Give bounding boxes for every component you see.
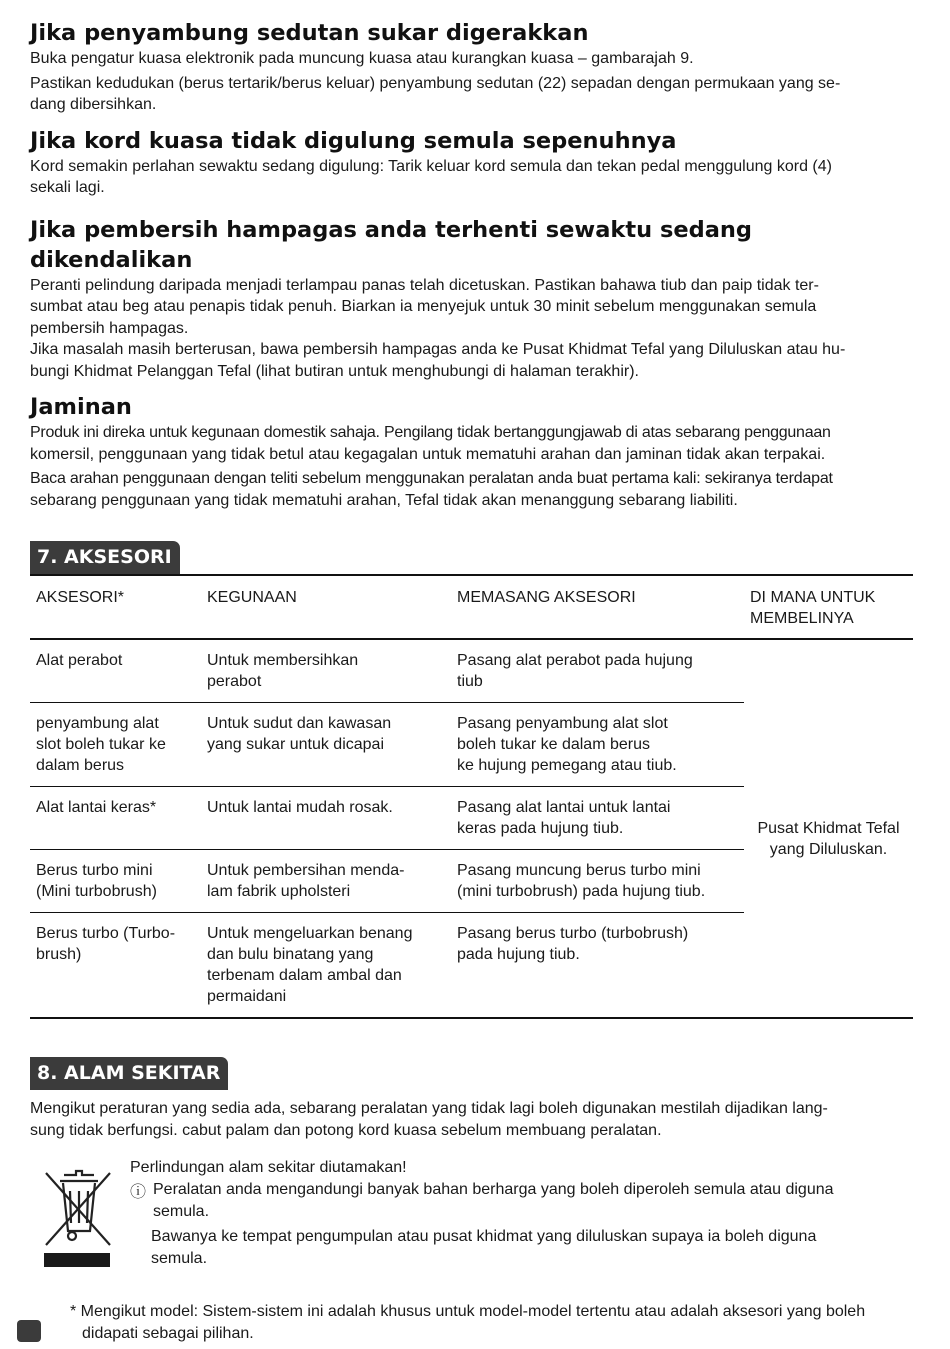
section-badge: 8. ALAM SEKITAR — [30, 1057, 228, 1090]
table-cell: Untuk lantai mudah rosak. — [207, 799, 393, 816]
paragraph-line: Bawanya ke tempat pengumpulan atau pusat khidmat yang diluluskan supaya ia boleh diguna — [151, 1228, 817, 1245]
table-cell: Untuk sudut dan kawasan yang sukar untuk dicapai — [207, 715, 392, 753]
table-cell: Pasang penyambung alat slot boleh tukar ke dalam berus ke hujung pemegang atau tiub. — [457, 715, 677, 774]
environment-notice — [30, 1157, 920, 1270]
column-header: DI MANA UNTUK MEMBELINYA — [750, 589, 876, 627]
paragraph-line: Peranti pelindung daripada menjadi terlampau panas telah dicetuskan. Pastikan bahawa tiub dan paip tidak ter- — [30, 276, 819, 294]
paragraph-line: sekali lagi. — [30, 179, 105, 196]
environment-text — [130, 1157, 834, 1270]
section-title: Jika pembersih hampagas anda terhenti sewaktu sedang dikendalikan — [30, 216, 753, 273]
paragraph-line: Mengikut peraturan yang sedia ada, sebarang peralatan yang tidak lagi boleh digunakan mestilah dijadikan lang- — [30, 1100, 828, 1117]
paragraph-line: semula. — [151, 1250, 208, 1267]
paragraph-line: komersil, penggunaan yang tidak betul atau kegagalan untuk mematuhi arahan dan jaminan tidak akan terpakai. — [30, 445, 826, 463]
section-accessories — [30, 541, 920, 1019]
table-cell: Pasang alat perabot pada hujung tiub — [457, 652, 693, 690]
paragraph-line: Pastikan kedudukan (berus tertarik/berus keluar) penyambung sedutan (22) sepadan dengan permukaan yang se- — [30, 74, 841, 92]
table-cell: Pasang berus turbo (turbobrush) pada hujung tiub. — [457, 925, 689, 963]
crossed-out-wheelie-bin-icon — [30, 1157, 130, 1270]
paragraph-line: Peralatan anda mengandungi banyak bahan berharga yang boleh diperoleh semula atau diguna — [153, 1181, 834, 1198]
section-badge: 7. AKSESORI — [30, 541, 180, 574]
section-title: Jika kord kuasa tidak digulung semula sepenuhnya — [30, 127, 677, 154]
section-cord-connector — [30, 18, 920, 116]
section-vacuum-stops — [30, 215, 920, 383]
paragraph-line: semula. — [153, 1203, 210, 1220]
paragraph: Buka pengatur kuasa elektronik pada muncung kuasa atau kurangkan kuasa – gambarajah 9. — [30, 50, 694, 67]
table-cell: Untuk membersihkan perabot — [207, 652, 359, 690]
section-title: Jaminan — [30, 394, 132, 420]
table-cell: Untuk mengeluarkan benang dan bulu binatang yang terbenam dalam ambal dan permaidani — [207, 925, 413, 1005]
table-cell: Alat lantai keras* — [36, 799, 157, 816]
where-to-buy-cell: Pusat Khidmat Tefal yang Diluluskan. — [744, 639, 913, 1018]
paragraph-line: Baca arahan penggunaan dengan teliti sebelum menggunakan peralatan anda buat pertama kali: sekiranya terdapat — [30, 470, 833, 487]
column-header: MEMASANG AKSESORI — [457, 589, 636, 606]
table-header-row — [30, 575, 913, 639]
paragraph-line: sung tidak berfungsi. cabut palam dan potong kord kuasa sebelum membuang peralatan. — [30, 1121, 662, 1139]
section-title: Jika penyambung sedutan sukar digerakkan — [30, 20, 589, 46]
section-cord-rewind — [30, 126, 920, 199]
page-content — [30, 18, 920, 1270]
paragraph-line: sumbat atau beg atau penapis tidak penuh. Biarkan ia menyejuk untuk 30 minit sebelum menggunakan semula — [30, 298, 817, 315]
paragraph-line: Produk ini direka untuk kegunaan domestik sahaja. Pengilang tidak bertanggungjawab di atas sebarang penggunaan — [30, 424, 831, 441]
accessories-table — [30, 574, 913, 1019]
info-icon: ⓘ — [130, 1184, 147, 1201]
column-header: AKSESORI* — [36, 589, 125, 606]
table-cell: Berus turbo (Turbo- brush) — [36, 925, 176, 963]
footnote-line: * Mengikut model: Sistem-sistem ini adalah khusus untuk model-model tertentu atau adalah aksesori yang boleh — [70, 1303, 866, 1320]
paragraph-line: bungi Khidmat Pelanggan Tefal (lihat butiran untuk menghubungi di halaman terakhir). — [30, 362, 639, 380]
table-cell: Pasang muncung berus turbo mini (mini turbobrush) pada hujung tiub. — [457, 862, 706, 900]
table-row — [30, 639, 913, 703]
footnote-line: didapati sebagai pilihan. — [82, 1324, 254, 1342]
info-item — [130, 1179, 834, 1223]
paragraph-line: sebarang penggunaan yang tidak mematuhi arahan, Tefal tidak akan menanggung sebarang liabiliti. — [30, 491, 738, 509]
paragraph: Perlindungan alam sekitar diutamakan! — [130, 1159, 407, 1176]
table-cell: Untuk pembersihan menda- lam fabrik upholsteri — [207, 862, 405, 900]
section-environment — [30, 1057, 920, 1270]
footnote — [70, 1301, 940, 1344]
paragraph-line: Kord semakin perlahan sewaktu sedang digulung: Tarik keluar kord semula dan tekan pedal menggulung kord (4) — [30, 157, 832, 175]
page-number-tab — [17, 1320, 41, 1342]
paragraph-line: Jika masalah masih berterusan, bawa pembersih hampagas anda ke Pusat Khidmat Tefal yang Diluluskan atau hu- — [30, 341, 846, 358]
paragraph-line: pembersih hampagas. — [30, 319, 189, 337]
section-warranty — [30, 392, 920, 511]
table-cell: penyambung alat slot boleh tukar ke dalam berus — [36, 715, 166, 774]
table-cell: Pasang alat lantai untuk lantai keras pada hujung tiub. — [457, 799, 671, 837]
paragraph-line: dang dibersihkan. — [30, 96, 157, 113]
table-cell: Alat perabot — [36, 652, 123, 669]
column-header: KEGUNAAN — [207, 589, 297, 606]
table-cell: Berus turbo mini (Mini turbobrush) — [36, 862, 157, 900]
